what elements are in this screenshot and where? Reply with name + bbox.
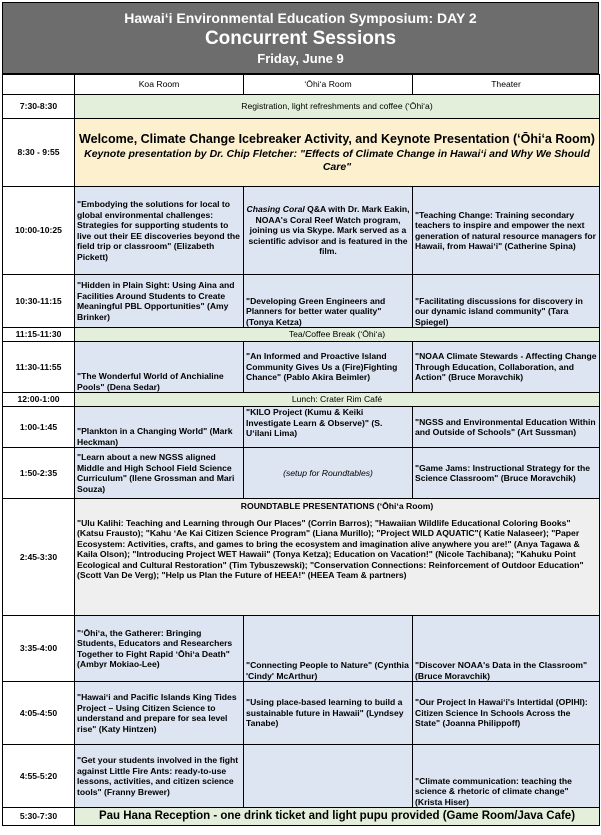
time-cell: 1:00-1:45 bbox=[3, 407, 75, 448]
film-title: Chasing Coral bbox=[246, 204, 305, 215]
session-cell-koa: "Learn about a new NGSS aligned Middle and High School Field Science Curriculum" (Ilene Grossman and Mari Souza) bbox=[75, 448, 244, 499]
welcome-heading: Welcome, Climate Change Icebreaker Activity, and Keynote Presentation (ʻŌhiʻa Room) bbox=[79, 131, 595, 146]
schedule-table bbox=[2, 74, 600, 826]
table-row bbox=[3, 745, 600, 808]
session-cell-theater: "Climate communication: teaching the science & rhetoric of climate change" (Krista Hiser) bbox=[413, 745, 600, 808]
time-cell: 4:55-5:20 bbox=[3, 745, 75, 808]
session-cell-ohia: "An Informed and Proactive Island Community Gives Us a (Fire)Fighting Chance" (Pablo Akira Beimler) bbox=[244, 342, 413, 393]
session-cell-ohia: (setup for Roundtables) bbox=[244, 448, 413, 499]
session-text: Q&A with Dr. Mark Eakin, NOAA's Coral Reef Watch program, joining us via Skype. Mark served as a scientific advisor and is featured in the film. bbox=[248, 204, 410, 257]
session-cell-koa: "The Wonderful World of Anchialine Pools" (Dena Sedar) bbox=[75, 342, 244, 393]
lunch-cell: Lunch: Crater Rim Café bbox=[75, 393, 600, 407]
table-row bbox=[3, 275, 600, 328]
column-header-theater: Theater bbox=[413, 75, 600, 95]
page-title: Concurrent Sessions bbox=[204, 28, 397, 49]
roundtable-list: "Ulu Kalihi: Teaching and Learning through Our Places" (Corrin Barros); "Hawaiian Wildlife Educational Coloring Books" (Katsu Frausto); "Kahu ʻAe Kai Citizen Science Program" (Liana Murillo); "Project WILD AQUATIC"( Katie Nalaseer); "Paper Ecosystem: Activities, crafts, and games to bring the ecosystem and imagination alive anywhere you are!" (Anya Tagawa & Kaila Olson); "Introducing Project WET Hawaii" (Tonya Ketza); Education on Vacation!" (Nicole Tachibana); "Kahuku Point Ecological and Cultural Restoration" (Tim Tybuszewski); "Conservation Connections: Reinforcement of Outdoor Education" (Scott Van De Verg); "Help us Plan the Future of HEEA!" (HEEA Team & partners) bbox=[77, 517, 584, 580]
time-cell: 10:30-11:15 bbox=[3, 275, 75, 328]
session-cell-ohia: "Using place-based learning to build a sustainable future in Hawaii" (Lyndsey Tanabe) bbox=[244, 682, 413, 745]
table-row bbox=[3, 808, 600, 826]
session-cell-ohia bbox=[244, 187, 413, 275]
time-cell: 2:45-3:30 bbox=[3, 499, 75, 616]
session-cell-theater: "Our Project In Hawaiʻi's Intertidal (OPIHI): Citizen Science In Schools Across the State" (Joanna Philippoff) bbox=[413, 682, 600, 745]
time-cell: 11:30-11:55 bbox=[3, 342, 75, 393]
column-header-row bbox=[3, 75, 600, 95]
table-row bbox=[3, 682, 600, 745]
session-cell-ohia: "KILO Project (Kumu & Keiki Investigate Learn & Observe)" (S. Uʻilani Lima) bbox=[244, 407, 413, 448]
session-cell-theater: "NGSS and Environmental Education Within and Outside of Schools" (Art Sussman) bbox=[413, 407, 600, 448]
session-cell-ohia: "Developing Green Engineers and Planners for better water quality" (Tonya Ketza) bbox=[244, 275, 413, 328]
session-cell-koa: "ʻŌhiʻa, the Gatherer: Bringing Students, Educators and Researchers Together to Fight Rapid ʻŌhiʻa Death" (Ambyr Mokiao-Lee) bbox=[75, 616, 244, 682]
column-header-ohia: ʻŌhiʻa Room bbox=[244, 75, 413, 95]
reception-cell: Pau Hana Reception - one drink ticket and light pupu provided (Game Room/Java Cafe) bbox=[75, 808, 600, 826]
table-row bbox=[3, 393, 600, 407]
column-header-koa: Koa Room bbox=[75, 75, 244, 95]
session-cell-ohia: "Connecting People to Nature" (Cynthia 'Cindy' McArthur) bbox=[244, 616, 413, 682]
keynote-cell bbox=[75, 119, 600, 187]
time-cell: 8:30 - 9:55 bbox=[3, 119, 75, 187]
time-cell: 1:50-2:35 bbox=[3, 448, 75, 499]
schedule-page bbox=[2, 2, 599, 826]
session-cell-ohia bbox=[244, 745, 413, 808]
event-date: Friday, June 9 bbox=[257, 51, 344, 66]
table-row bbox=[3, 95, 600, 119]
time-cell: 3:35-4:00 bbox=[3, 616, 75, 682]
session-cell-theater: "Teaching Change: Training secondary teachers to inspire and empower the next generation of natural resource managers for Hawaii, from Hawaiʻi" (Catherine Spina) bbox=[413, 187, 600, 275]
registration-cell: Registration, light refreshments and coffee (ʻŌhiʻa) bbox=[75, 95, 600, 119]
session-cell-koa: "Hawaiʻi and Pacific Islands King Tides Project – Using Citizen Science to understand and prepare for sea level rise" (Katy Hintzen) bbox=[75, 682, 244, 745]
table-row bbox=[3, 342, 600, 393]
time-cell: 12:00-1:00 bbox=[3, 393, 75, 407]
table-row bbox=[3, 407, 600, 448]
table-row bbox=[3, 328, 600, 342]
time-cell: 5:30-7:30 bbox=[3, 808, 75, 826]
session-cell-koa: "Plankton in a Changing World" (Mark Heckman) bbox=[75, 407, 244, 448]
time-cell: 11:15-11:30 bbox=[3, 328, 75, 342]
roundtable-heading: ROUNDTABLE PRESENTATIONS (ʻŌhiʻa Room) bbox=[240, 501, 434, 511]
roundtable-cell bbox=[75, 499, 600, 616]
session-cell-theater: "Game Jams: Instructional Strategy for the Science Classroom" (Bruce Moravchik) bbox=[413, 448, 600, 499]
event-title: Hawaiʻi Environmental Education Symposium: DAY 2 bbox=[124, 10, 477, 26]
table-row bbox=[3, 448, 600, 499]
table-row bbox=[3, 499, 600, 616]
session-cell-koa: "Embodying the solutions for local to global environmental challenges: Strategies for supporting students to live out their EE discoveries beyond the field trip or classroom" (Elizabeth Pickett) bbox=[75, 187, 244, 275]
time-cell: 10:00-10:25 bbox=[3, 187, 75, 275]
schedule-header bbox=[2, 2, 599, 74]
session-cell-theater: "Discover NOAA's Data in the Classroom" (Bruce Moravchik) bbox=[413, 616, 600, 682]
time-cell: 7:30-8:30 bbox=[3, 95, 75, 119]
table-row bbox=[3, 187, 600, 275]
time-cell: 4:05-4:50 bbox=[3, 682, 75, 745]
table-row bbox=[3, 119, 600, 187]
break-cell: Tea/Coffee Break (ʻŌhiʻa) bbox=[75, 328, 600, 342]
session-cell-koa: "Hidden in Plain Sight: Using Aina and Facilities Around Students to Create Meaningful PBL Opportunities" (Amy Brinker) bbox=[75, 275, 244, 328]
session-cell-theater: "NOAA Climate Stewards - Affecting Change Through Education, Collaboration, and Action" (Bruce Moravchik) bbox=[413, 342, 600, 393]
session-cell-koa: "Get your students involved in the fight against Little Fire Ants: ready-to-use lessons, activities, and citizen science tools" (Franny Brewer) bbox=[75, 745, 244, 808]
table-row bbox=[3, 616, 600, 682]
session-cell-theater: "Facilitating discussions for discovery in our dynamic island community" (Tara Spiegel) bbox=[413, 275, 600, 328]
keynote-subheading: Keynote presentation by Dr. Chip Fletcher: "Effects of Climate Change in Hawaiʻi and Why We Should Care" bbox=[84, 147, 590, 173]
corner-cell bbox=[3, 75, 75, 95]
